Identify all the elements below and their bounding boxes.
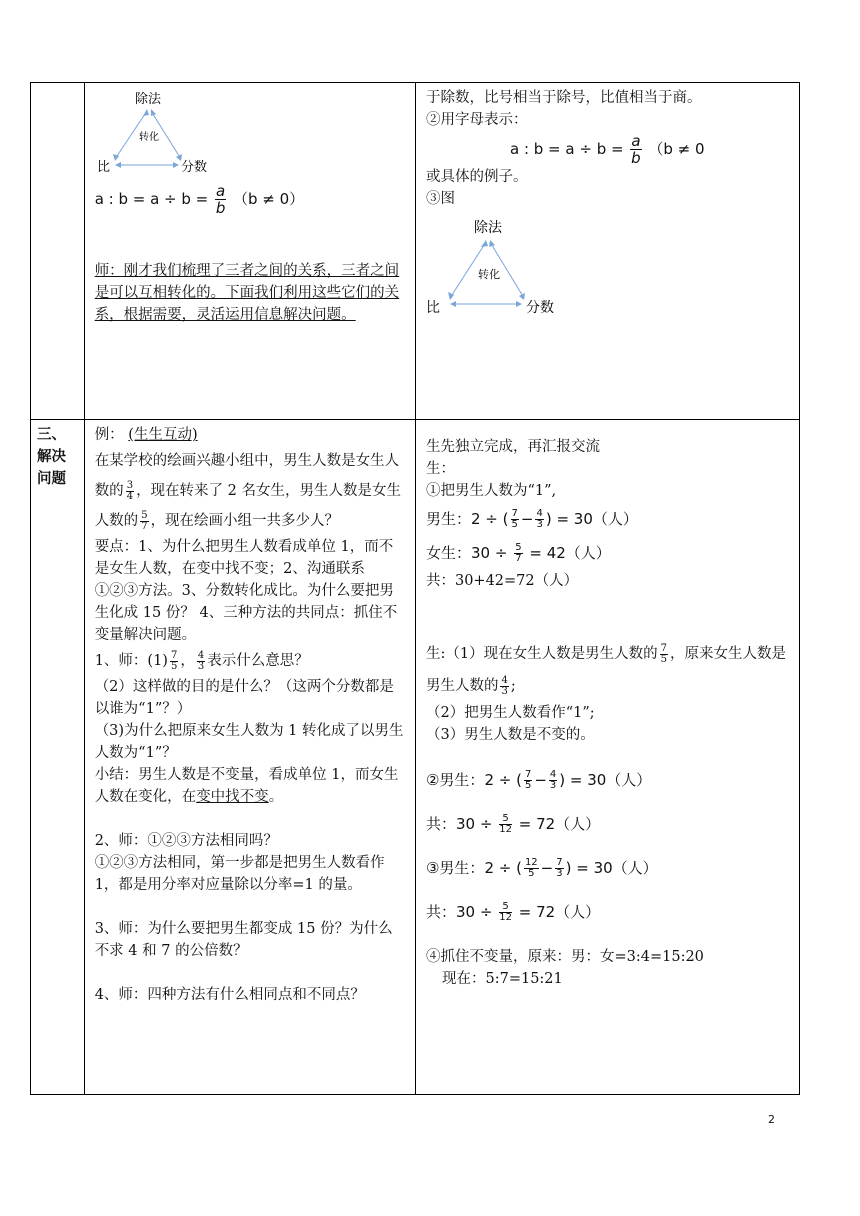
student-cell <box>415 420 799 1095</box>
frac-den: 5 <box>170 660 178 672</box>
label: 共： <box>425 815 456 833</box>
expr-b: ) = 30（人） <box>559 771 652 789</box>
s1-a: 生:（1）现在女生人数是男生人数的 <box>425 646 658 662</box>
teacher-summary: 师：刚才我们梳理了三者之间的关系，三者之间是可以互相转化的。下面我们利用这些它们的关系，根据需要，灵活运用信息解决问题。 <box>94 263 400 323</box>
formula-prefix: a : b = a ÷ b = <box>94 190 209 208</box>
label: 女生： <box>425 544 471 562</box>
fraction-7-5 <box>511 509 519 530</box>
fraction-7-5 <box>660 644 668 665</box>
frac-num: 7 <box>511 508 518 519</box>
right-formula-num: a <box>631 132 641 150</box>
expr-b: ) = 30（人） <box>545 510 638 528</box>
expr-b: = 72（人） <box>518 815 601 833</box>
summary <box>95 764 405 808</box>
problem-part-c: ，现在绘画小组一共多少人？ <box>150 513 340 529</box>
right-line2: ②用字母表示： <box>425 112 528 128</box>
frac-num: 4 <box>536 508 543 519</box>
r-boy-line: 男生：2 ÷ ( $\frac{7}{5}$ − $\frac{4}{3}$ ) = 30（人） <box>425 508 638 530</box>
page-number: 2 <box>768 1113 775 1126</box>
expr-a: 30 ÷ <box>471 544 508 562</box>
diagram-center-label: 转化 <box>138 132 159 143</box>
frac-den: 5 <box>511 519 518 530</box>
frac-num: 5 <box>515 542 522 553</box>
question-1: 1、师：(1) $\frac{7}{5}$ ， $\frac{4}{3}$ 表示什么意思？ <box>94 649 309 672</box>
fraction-4-3 <box>197 651 205 672</box>
label: 男生： <box>425 510 471 528</box>
frac-num: 7 <box>524 769 532 780</box>
r-s3: （3）男生人数是不变的。 <box>425 727 595 743</box>
diagram-top-label: 除法 <box>473 220 502 236</box>
frac-den: 7 <box>141 520 148 532</box>
frac-num: 7 <box>556 857 563 868</box>
fraction-3-4 <box>126 481 134 502</box>
expr-b: ) = 30（人） <box>565 859 658 877</box>
relation-triangle-diagram <box>95 87 245 175</box>
frac-den: 3 <box>197 660 205 672</box>
right-line1: 于除数，比号相当于除号，比值相当于商。 <box>425 90 702 106</box>
frac-den: 12 <box>499 824 512 835</box>
stage-cell-empty <box>31 83 85 420</box>
question-3: 3、师：为什么要把男生都变成 15 份？为什么不求 4 和 7 的公倍数？ <box>94 921 393 959</box>
question-1-2: （2）这样做的目的是什么？（这两个分数都是以谁为“1”？） <box>94 679 394 717</box>
right-formula-den: b <box>631 149 641 167</box>
frac-den: 5 <box>524 780 532 791</box>
fraction-5-12 <box>499 814 512 835</box>
diagram-left-label: 比 <box>96 160 110 175</box>
expr-a: 30 ÷ <box>456 815 493 833</box>
table-row <box>31 83 800 420</box>
expr-a: 2 ÷ ( <box>484 771 522 789</box>
diagram-center-label: 转化 <box>477 268 500 281</box>
right-formula-line <box>510 133 789 166</box>
fraction-4-3 <box>549 770 557 791</box>
problem-text <box>95 446 405 536</box>
formula-fraction <box>215 183 226 216</box>
key-points: 要点：1、为什么把男生人数看成单位 1，而不是女生人数，在变中找不变；2、沟通联系①②③方法。3、分数转化成比。为什么要把男生化成 15 份？ 4、三种方法的共同点：抓住不变量解决问题。 <box>94 539 398 643</box>
r-method2-line: ②男生：2 ÷ ( $\frac{7}{5}$ − $\frac{4}{3}$ ) = 30（人） <box>425 769 652 791</box>
diagram-right-label: 分数 <box>180 160 207 175</box>
fraction-5-12 <box>499 902 512 923</box>
right-formula-prefix: a : b = a ÷ b = <box>509 140 624 158</box>
frac-den: 3 <box>536 519 543 530</box>
frac-num: 4 <box>501 674 508 686</box>
r-total2-line <box>426 802 789 846</box>
formula-den: b <box>215 199 226 217</box>
r-girl-line <box>426 536 789 570</box>
frac-num: 7 <box>170 649 178 661</box>
lesson-table <box>30 82 800 1095</box>
frac-den: 3 <box>501 685 508 697</box>
r-sheng: 生： <box>425 461 455 477</box>
table-row <box>31 420 800 1095</box>
label: 共： <box>425 903 456 921</box>
fraction-7-5 <box>170 651 178 672</box>
frac-den: 12 <box>499 912 512 923</box>
frac-den: 4 <box>126 490 134 502</box>
summary-b: 变中找不变 <box>196 789 269 805</box>
formula-line <box>95 183 405 216</box>
summary-a: 小结：男生人数是不变量，看成单位 1，而女生人数在变化，在 <box>94 767 399 805</box>
diagram-top-label: 除法 <box>134 92 161 107</box>
r-total1: 共：30+42=72（人） <box>425 573 579 589</box>
fraction-5-7 <box>514 543 522 564</box>
formula-num: a <box>216 182 226 200</box>
frac-num: 7 <box>660 642 667 654</box>
problem-part-b: ，现在转来了 2 名女生，男生人数是女生人数的 <box>94 483 402 529</box>
frac-den: 3 <box>556 868 563 879</box>
frac-num: 5 <box>499 814 512 825</box>
right-line3: 或具体的例子。 <box>425 169 528 185</box>
r-s1 <box>426 638 789 702</box>
frac-num: 5 <box>141 509 148 521</box>
diagram-left-label: 比 <box>425 300 440 316</box>
frac-num: 3 <box>126 479 134 491</box>
q1-suffix: 表示什么意思？ <box>207 653 309 669</box>
student-cell <box>415 83 799 420</box>
relation-triangle-diagram-large <box>426 214 586 318</box>
fraction-7-5 <box>524 770 532 791</box>
frac-num: 5 <box>499 902 512 913</box>
example-tag: (生生互动) <box>128 427 198 443</box>
right-formula-fraction <box>630 133 641 166</box>
expr-b: = 42（人） <box>529 544 611 562</box>
r-method1: ①把男生人数为“1”, <box>425 483 557 499</box>
example-label: 例： <box>94 427 124 443</box>
problem-part-a: 在某学校的绘画兴趣小组中，男生人数是女生人数的 <box>94 453 400 499</box>
fraction-7-3 <box>555 858 563 879</box>
frac-num: 4 <box>549 769 557 780</box>
fraction-5-7 <box>140 511 148 532</box>
frac-num: 12 <box>524 857 538 868</box>
label: ②男生： <box>425 771 485 789</box>
frac-den: 7 <box>515 553 522 564</box>
teacher-cell <box>84 83 415 420</box>
fraction-12-5 <box>524 858 539 879</box>
s1-c: ; <box>510 678 516 694</box>
question-2: 2、师：①②③方法相同吗？ <box>94 833 278 849</box>
frac-num: 4 <box>197 649 205 661</box>
frac-den: 3 <box>549 780 557 791</box>
summary-c: 。 <box>268 789 284 805</box>
r-method4-b: 现在：5:7=15:21 <box>441 971 563 987</box>
stage-label: 三、解决问题 <box>31 420 85 1095</box>
q1-prefix: 1、师：(1) <box>94 653 168 669</box>
r-total3-line <box>426 890 789 934</box>
frac-den: 5 <box>660 653 667 665</box>
diagram-right-label: 分数 <box>525 300 554 316</box>
question-2-answer: ①②③方法相同，第一步都是把男生人数看作 1，都是用分率对应量除以分率=1 的量。 <box>94 855 385 893</box>
r-method4: ④抓住不变量，原来：男：女=3:4=15:20 <box>425 949 704 965</box>
formula-cond: （b ≠ 0） <box>233 190 305 208</box>
fraction-4-3 <box>535 509 543 530</box>
right-formula-cond: （b ≠ 0 <box>648 140 705 158</box>
teacher-cell <box>84 420 415 1095</box>
expr-b: = 72（人） <box>518 903 601 921</box>
r-intro: 生先独立完成，再汇报交流 <box>425 439 600 455</box>
label: ③男生： <box>425 859 485 877</box>
r-s2: （2）把男生人数看作“1”; <box>425 705 595 721</box>
question-1-3: （3)为什么把原来女生人数为 1 转化成了以男生人数为“1”？ <box>94 723 404 761</box>
r-method3-line: ③男生：2 ÷ ( $\frac{12}{5}$ − $\frac{7}{3}$ ) = 30（人） <box>425 857 658 879</box>
fraction-4-3 <box>500 676 508 697</box>
question-4: 4、师：四种方法有什么相同点和不同点？ <box>94 987 365 1003</box>
expr-a: 30 ÷ <box>456 903 493 921</box>
right-line4: ③图 <box>425 191 455 207</box>
expr-a: 2 ÷ ( <box>484 859 522 877</box>
s1-b: ，原来女生人数是男生人数的 <box>425 646 786 694</box>
expr-a: 2 ÷ ( <box>471 510 509 528</box>
frac-den: 5 <box>528 868 535 879</box>
